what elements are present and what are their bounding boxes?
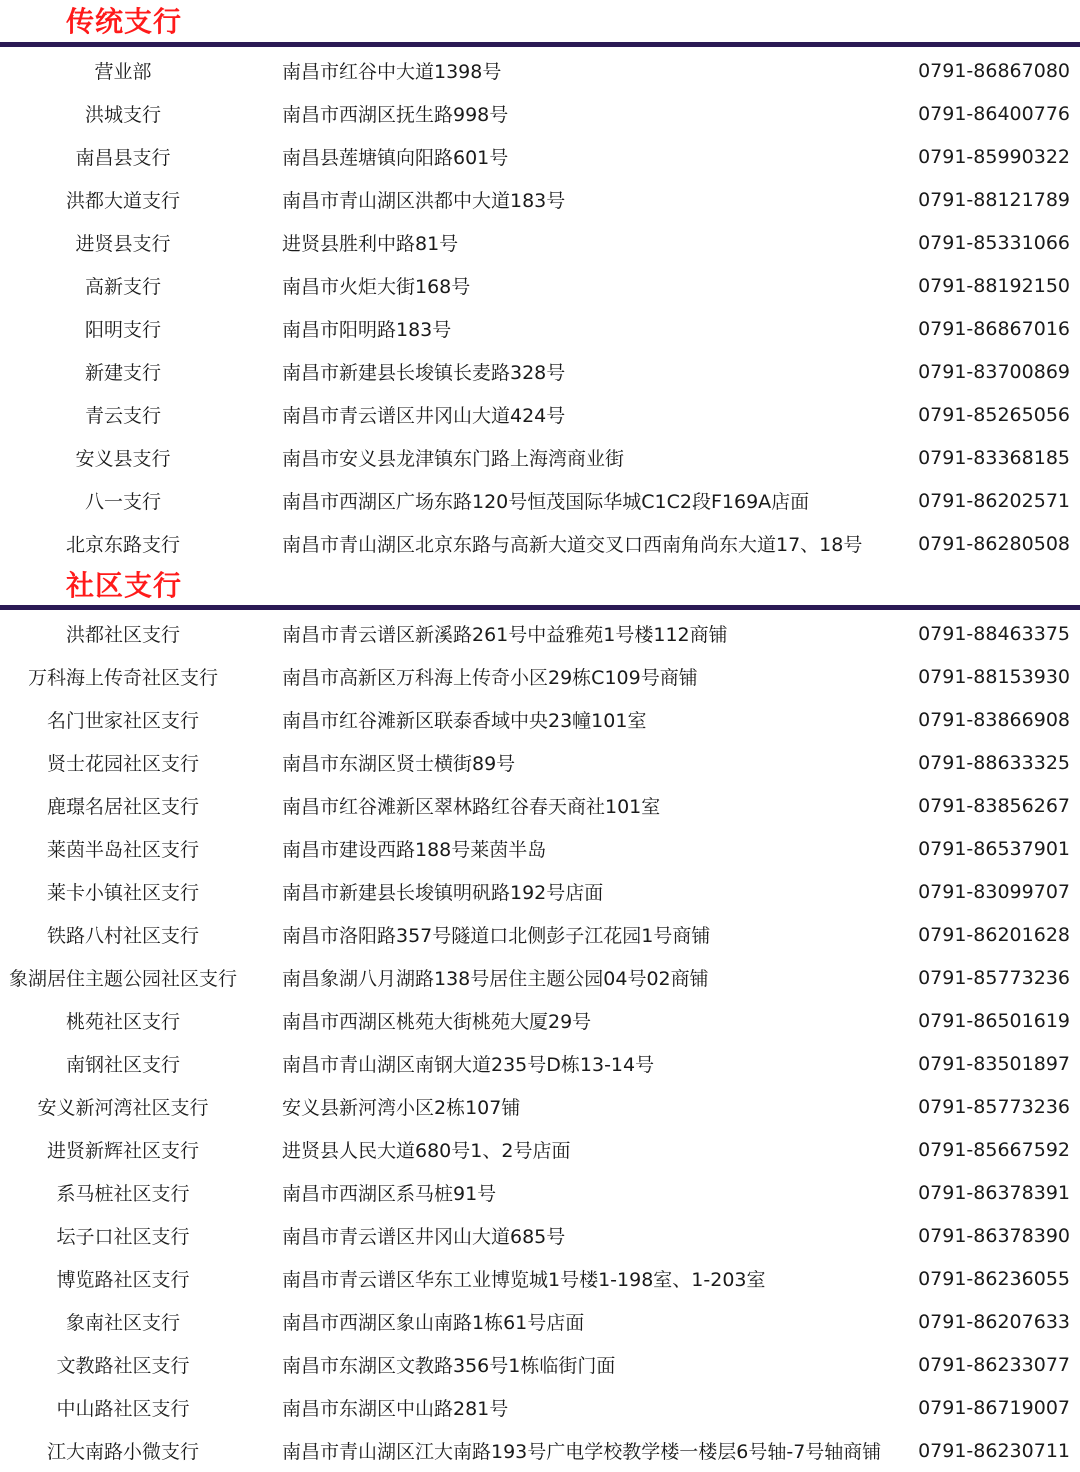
branch-row [0,1042,1080,1085]
branch-phone: 0791-86202571 [918,489,1070,512]
branch-row [0,1343,1080,1386]
branch-name: 桃苑社区支行 [65,1011,180,1033]
section-community-branches [0,565,1080,1472]
branch-row [0,307,1080,350]
branch-row [0,827,1080,870]
branch-name: 万科海上传奇社区支行 [27,667,218,689]
branch-phone: 0791-83866908 [918,708,1070,731]
branch-phone: 0791-86201628 [918,923,1070,946]
branch-name: 象南社区支行 [65,1312,180,1334]
branch-phone: 0791-86207633 [918,1310,1070,1333]
branch-row [0,655,1080,698]
branch-name: 安义县支行 [75,448,171,470]
branch-name: 鹿璟名居社区支行 [46,796,199,818]
branch-name: 安义新河湾社区支行 [37,1097,209,1119]
branch-phone: 0791-88192150 [918,274,1070,297]
branch-row [0,178,1080,221]
branch-phone: 0791-88153930 [918,665,1070,688]
branch-name: 高新支行 [84,276,161,298]
branch-name: 江大南路小微支行 [46,1441,199,1463]
branch-row [0,479,1080,522]
branch-name: 进贤新辉社区支行 [46,1140,199,1162]
branch-name: 南钢社区支行 [65,1054,180,1076]
branch-address: 南昌市火炬大街168号 [282,276,471,298]
branch-phone: 0791-83368185 [918,446,1070,469]
branch-row [0,1214,1080,1257]
branch-address: 安义县新河湾小区2栋107铺 [282,1097,521,1119]
branch-row [0,1386,1080,1429]
branch-list [0,610,1080,1472]
branch-row [0,393,1080,436]
branch-address: 南昌市新建县长埈镇长麦路328号 [282,362,566,384]
branch-phone: 0791-86501619 [918,1009,1070,1032]
branch-address: 南昌市新建县长埈镇明矾路192号店面 [282,882,604,904]
branch-name: 象湖居住主题公园社区支行 [8,968,237,990]
branch-row [0,264,1080,307]
branch-address: 南昌市青云谱区井冈山大道424号 [282,405,566,427]
branch-address: 南昌市西湖区系马桩91号 [282,1183,497,1205]
branch-row [0,1300,1080,1343]
branch-name: 坛子口社区支行 [56,1226,190,1248]
branch-address: 南昌市红谷滩新区翠林路红谷春天商社101室 [282,796,661,818]
branch-name: 新建支行 [84,362,161,384]
branch-row [0,1257,1080,1300]
branch-name: 洪都大道支行 [65,190,180,212]
branch-row [0,49,1080,92]
branch-phone: 0791-86867016 [918,317,1070,340]
branch-address: 南昌县莲塘镇向阳路601号 [282,147,509,169]
branch-phone: 0791-85331066 [918,231,1070,254]
branch-address: 进贤县人民大道680号1、2号店面 [282,1140,571,1162]
branch-phone: 0791-83501897 [918,1052,1070,1075]
branch-address: 南昌市洛阳路357号隧道口北侧彭子江花园1号商铺 [282,925,711,947]
branch-name: 文教路社区支行 [56,1355,190,1377]
branch-address: 南昌市红谷滩新区联泰香域中央23幢101室 [282,710,647,732]
branch-phone: 0791-86230711 [918,1439,1070,1462]
branch-row [0,1085,1080,1128]
branch-list [0,47,1080,565]
branch-row [0,92,1080,135]
branch-phone: 0791-83856267 [918,794,1070,817]
branch-phone: 0791-86867080 [918,59,1070,82]
branch-name: 中山路社区支行 [56,1398,190,1420]
section-title: 社区支行 [66,569,183,602]
branch-name: 阳明支行 [84,319,161,341]
branch-phone: 0791-85773236 [918,1095,1070,1118]
branch-address: 南昌市西湖区桃苑大街桃苑大厦29号 [282,1011,592,1033]
branch-name: 莱卡小镇社区支行 [46,882,199,904]
branch-address: 南昌市青云谱区华东工业博览城1号楼1-198室、1-203室 [282,1269,766,1291]
branch-row [0,999,1080,1042]
branch-address: 南昌市阳明路183号 [282,319,452,341]
branch-row [0,1171,1080,1214]
branch-address: 南昌市安义县龙津镇东门路上海湾商业街 [282,448,625,470]
branch-phone: 0791-86378391 [918,1181,1070,1204]
branch-name: 铁路八村社区支行 [46,925,199,947]
branch-address: 南昌市高新区万科海上传奇小区29栋C109号商铺 [282,667,698,689]
branch-phone: 0791-85773236 [918,966,1070,989]
branch-address: 南昌市青云谱区新溪路261号中益雅苑1号楼112商铺 [282,624,728,646]
branch-phone: 0791-88633325 [918,751,1070,774]
branch-phone: 0791-88463375 [918,622,1070,645]
branch-address: 南昌市东湖区贤士横街89号 [282,753,516,775]
branch-address: 南昌市建设西路188号莱茵半岛 [282,839,547,861]
branch-address: 南昌市青山湖区南钢大道235号D栋13-14号 [282,1054,655,1076]
branch-phone: 0791-86400776 [918,102,1070,125]
branch-name: 系马桩社区支行 [56,1183,190,1205]
branch-row [0,698,1080,741]
branch-row [0,913,1080,956]
branch-name: 南昌县支行 [75,147,171,169]
branch-name: 莱茵半岛社区支行 [46,839,199,861]
branch-phone: 0791-86537901 [918,837,1070,860]
branch-phone: 0791-86233077 [918,1353,1070,1376]
branch-address: 南昌市青山湖区北京东路与高新大道交叉口西南角尚东大道17、18号 [282,534,863,556]
branch-name: 洪城支行 [84,104,161,126]
branch-name: 北京东路支行 [65,534,180,556]
branch-name: 营业部 [94,61,152,83]
branch-row [0,522,1080,565]
branch-name: 名门世家社区支行 [46,710,199,732]
branch-row [0,956,1080,999]
branch-name: 博览路社区支行 [56,1269,190,1291]
branch-row [0,436,1080,479]
section-title: 传统支行 [66,5,183,38]
branch-phone: 0791-83700869 [918,360,1070,383]
branch-address: 南昌市青山湖区洪都中大道183号 [282,190,566,212]
branch-row [0,221,1080,264]
branch-address: 南昌市东湖区中山路281号 [282,1398,509,1420]
branch-row [0,784,1080,827]
branch-phone: 0791-86378390 [918,1224,1070,1247]
branch-name: 八一支行 [84,491,161,513]
branch-row [0,135,1080,178]
branch-address: 南昌市青山湖区江大南路193号广电学校教学楼一楼层6号轴-7号轴商铺 [282,1441,882,1463]
section-traditional-branches [0,0,1080,565]
branch-row [0,1429,1080,1472]
branch-phone: 0791-85990322 [918,145,1070,168]
branch-phone: 0791-88121789 [918,188,1070,211]
branch-address: 南昌市东湖区文教路356号1栋临街门面 [282,1355,616,1377]
branch-row [0,612,1080,655]
branch-address: 进贤县胜利中路81号 [282,233,459,255]
branch-name: 进贤县支行 [75,233,171,255]
branch-phone: 0791-85265056 [918,403,1070,426]
branch-row [0,1128,1080,1171]
branch-name: 贤士花园社区支行 [46,753,199,775]
branch-row [0,741,1080,784]
branch-address: 南昌市青云谱区井冈山大道685号 [282,1226,566,1248]
branch-address: 南昌象湖八月湖路138号居住主题公园04号02商铺 [282,968,709,990]
branch-phone: 0791-86719007 [918,1396,1070,1419]
branch-name: 青云支行 [84,405,161,427]
branch-address: 南昌市西湖区广场东路120号恒茂国际华城C1C2段F169A店面 [282,491,810,513]
branch-address: 南昌市西湖区抚生路998号 [282,104,509,126]
branch-name: 洪都社区支行 [65,624,180,646]
branch-row [0,870,1080,913]
branch-address: 南昌市红谷中大道1398号 [282,61,502,83]
branch-phone: 0791-86280508 [918,532,1070,555]
branch-row [0,350,1080,393]
branch-phone: 0791-86236055 [918,1267,1070,1290]
branch-phone: 0791-85667592 [918,1138,1070,1161]
branch-phone: 0791-83099707 [918,880,1070,903]
branch-address: 南昌市西湖区象山南路1栋61号店面 [282,1312,585,1334]
